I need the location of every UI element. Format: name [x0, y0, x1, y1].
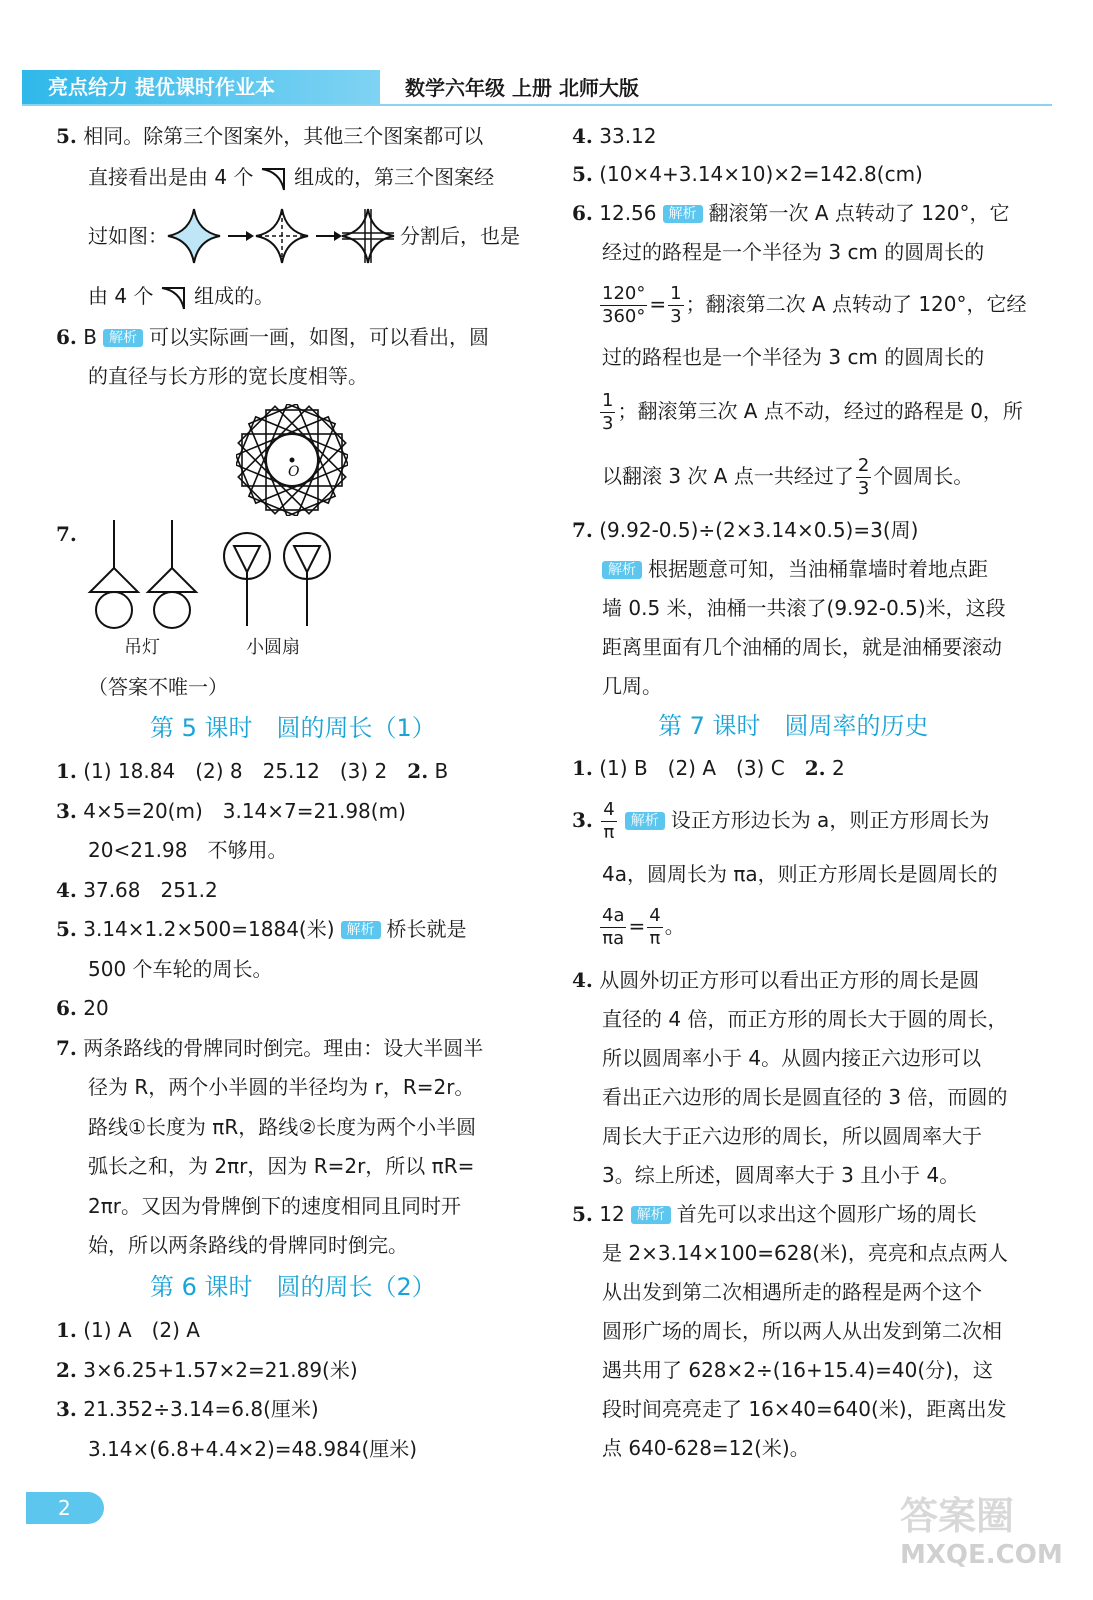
text-line: 从圆外切正方形可以看出正方形的周长是圆	[599, 968, 980, 992]
text-line: (1) A (2) A	[83, 1318, 200, 1342]
text-line: 路线①长度为 πR，路线②长度为两个小半圆	[88, 1115, 477, 1139]
watermark: 答案圈	[900, 1494, 1015, 1538]
text-line: 所以圆周率小于 4。从圆内接正六边形可以	[602, 1046, 982, 1070]
header-banner: 亮点给力 提优课时作业本	[22, 70, 380, 104]
text-line: 21.352÷3.14=6.8(厘米)	[83, 1397, 319, 1421]
chandelier-figure	[84, 518, 204, 630]
text-line: 两条路线的骨牌同时倒完。理由：设大半圆半	[83, 1036, 484, 1060]
fraction: $\frac{1}{3}$	[670, 283, 682, 327]
q-number: 7.	[56, 1036, 77, 1060]
text-line: 以翻滚 3 次 A 点一共经过了	[602, 464, 854, 488]
text-line: 3×6.25+1.57×2=21.89(米)	[83, 1358, 358, 1382]
q-number: 4.	[572, 124, 593, 148]
answer: B	[83, 325, 97, 349]
text-line: 始，所以两条路线的骨牌同时倒完。	[88, 1233, 408, 1257]
text-line: 段时间亮亮走了 16×40=640(米)，距离出发	[602, 1397, 1007, 1421]
text-line: 20	[83, 996, 109, 1020]
q-number: 5.	[572, 162, 593, 186]
text-line: 2πr。又因为骨牌倒下的速度相同且同时开	[88, 1194, 461, 1218]
text-line: 根据题意可知，当油桶靠墙时着地点距	[648, 557, 988, 581]
analysis-tag: 解析	[341, 921, 381, 939]
text-line: 分割后，也是	[400, 224, 520, 248]
text-line: 12.56	[599, 201, 657, 225]
q-number: 3.	[56, 1397, 77, 1421]
q-number: 7.	[572, 518, 593, 542]
q-number: 5.	[56, 917, 77, 941]
text-line: 12	[599, 1202, 625, 1226]
text-line: ；翻滚第三次 A 点不动，经过的路程是 0，所	[617, 399, 1023, 423]
analysis-tag: 解析	[602, 561, 642, 579]
text-line: ；翻滚第二次 A 点转动了 120°，它经	[685, 292, 1027, 316]
fraction: $\frac{4a}{\pi a}$	[602, 905, 625, 949]
q-number: 6.	[572, 201, 593, 225]
text-line: 直接看出是由 4 个	[88, 165, 254, 189]
header-rule	[22, 104, 1052, 106]
q-number: 1.	[56, 759, 77, 783]
q-number: 6.	[56, 996, 77, 1020]
text-line: 看出正六边形的周长是圆直径的 3 倍，而圆的	[602, 1085, 1008, 1109]
text-line: 由 4 个	[88, 284, 154, 308]
text-line: 相同。除第三个图案外，其他三个图案都可以	[83, 124, 484, 148]
text-line: 翻滚第一次 A 点转动了 120°，它	[708, 201, 1010, 225]
text-line: 的直径与长方形的宽长度相等。	[88, 364, 368, 388]
text-line: 桥长就是	[386, 917, 467, 941]
fraction: $\frac{4}{\pi}$	[603, 799, 615, 843]
q-number: 7.	[56, 522, 77, 546]
text-line: 经过的路程是一个半径为 3 cm 的圆周长的	[602, 240, 985, 264]
q-number: 2.	[56, 1358, 77, 1382]
text-line: 可以实际画一画，如图，可以看出，圆	[148, 325, 489, 349]
text-line: 3.14×1.2×500=1884(米)	[83, 917, 335, 941]
fraction: $\frac{2}{3}$	[857, 455, 870, 499]
text-line: 过的路程也是一个半径为 3 cm 的圆周长的	[602, 345, 985, 369]
text-line: 直径的 4 倍，而正方形的周长大于圆的周长，	[602, 1007, 1008, 1031]
text-line: 周长大于正六边形的周长，所以圆周率大于	[602, 1124, 982, 1148]
svg-text:O: O	[288, 464, 300, 480]
text-line: 径为 R，两个小半圆的半径均为 r，R=2r。	[88, 1075, 475, 1099]
q-number: 4.	[56, 878, 77, 902]
q-number: 3.	[572, 808, 593, 832]
fraction: $\frac{120^\circ}{360^\circ}$	[602, 283, 646, 327]
fraction: $\frac{1}{3}$	[602, 390, 614, 434]
text-line: 点 640-628=12(米)。	[602, 1436, 810, 1460]
text-line: 距离里面有几个油桶的周长，就是油桶要滚动	[602, 635, 1002, 659]
figure-label: 吊灯	[124, 637, 160, 658]
q-number: 5.	[572, 1202, 593, 1226]
text-line: 组成的，第三个图案经	[294, 165, 495, 189]
q-number: 1.	[572, 756, 593, 780]
text-line: (1) 18.84 (2) 8 25.12 (3) 2	[83, 759, 388, 783]
small-fan-figure	[222, 526, 336, 630]
text-line: 37.68 251.2	[83, 878, 218, 902]
text-line: 设正方形边长为 a，则正方形周长为	[670, 808, 990, 832]
text-line: 过如图：	[88, 224, 168, 248]
text-line: 遇共用了 628×2÷(16+15.4)=40(分)，这	[602, 1358, 993, 1382]
text-line: 2	[831, 756, 845, 780]
analysis-tag: 解析	[625, 812, 665, 830]
section-title: 第 7 课时 圆周率的历史	[658, 712, 929, 740]
section-title: 第 5 课时 圆的周长（1）	[150, 714, 436, 742]
text-line: 圆形广场的周长，所以两人从出发到第二次相	[602, 1319, 1002, 1343]
text-line: 33.12	[599, 124, 657, 148]
q-number: 4.	[572, 968, 593, 992]
text-line: 20<21.98 不够用。	[88, 838, 288, 862]
text-line: 组成的。	[194, 284, 275, 308]
q-number: 2.	[407, 759, 429, 783]
text-line: (1) B (2) A (3) C	[599, 756, 785, 780]
corner-shape-icon	[260, 166, 288, 192]
note: （答案不唯一）	[88, 675, 228, 699]
text-line: 几周。	[602, 674, 662, 698]
text-line: 墙 0.5 米，油桶一共滚了(9.92-0.5)米，这段	[602, 596, 1006, 620]
corner-shape-icon	[160, 285, 188, 311]
q-number: 1.	[56, 1318, 77, 1342]
pattern-split-diagram	[166, 205, 398, 267]
header-subject: 数学六年级 上册 北师大版	[405, 76, 639, 100]
text-line: 4×5=20(m) 3.14×7=21.98(m)	[83, 799, 406, 823]
text-line: 首先可以求出这个圆形广场的周长	[676, 1202, 977, 1226]
page-number: 2	[26, 1492, 104, 1524]
text-line: 弧长之和，为 2πr，因为 R=2r，所以 πR=	[88, 1154, 475, 1178]
fraction: $\frac{4}{\pi}$	[649, 905, 661, 949]
text-line: 500 个车轮的周长。	[88, 957, 273, 981]
text-line: 是 2×3.14×100=628(米)，亮亮和点点两人	[602, 1241, 1008, 1265]
q-number: 6.	[56, 325, 77, 349]
q-number: 5.	[56, 124, 77, 148]
section-title: 第 6 课时 圆的周长（2）	[150, 1273, 436, 1301]
text-line: 3.14×(6.8+4.4×2)=48.984(厘米)	[88, 1437, 418, 1461]
text-line: (9.92-0.5)÷(2×3.14×0.5)=3(周)	[599, 518, 919, 542]
figure-label: 小圆扇	[246, 637, 300, 658]
text-line: 从出发到第二次相遇所走的路程是两个这个	[602, 1280, 982, 1304]
q-number: 3.	[56, 799, 77, 823]
text-line: 个圆周长。	[873, 464, 974, 488]
analysis-tag: 解析	[631, 1206, 671, 1224]
text-line: 3。综上所述，圆周率大于 3 且小于 4。	[602, 1163, 960, 1187]
circle-rectangles-figure	[236, 404, 348, 516]
analysis-tag: 解析	[663, 205, 703, 223]
text-line: B	[434, 759, 449, 783]
text-line: (10×4+3.14×10)×2=142.8(cm)	[599, 162, 923, 186]
watermark: MXQE.COM	[900, 1540, 1063, 1570]
q-number: 2.	[804, 756, 826, 780]
text-line: 4a，圆周长为 πa，则正方形周长是圆周长的	[602, 862, 998, 886]
analysis-tag: 解析	[103, 329, 143, 347]
